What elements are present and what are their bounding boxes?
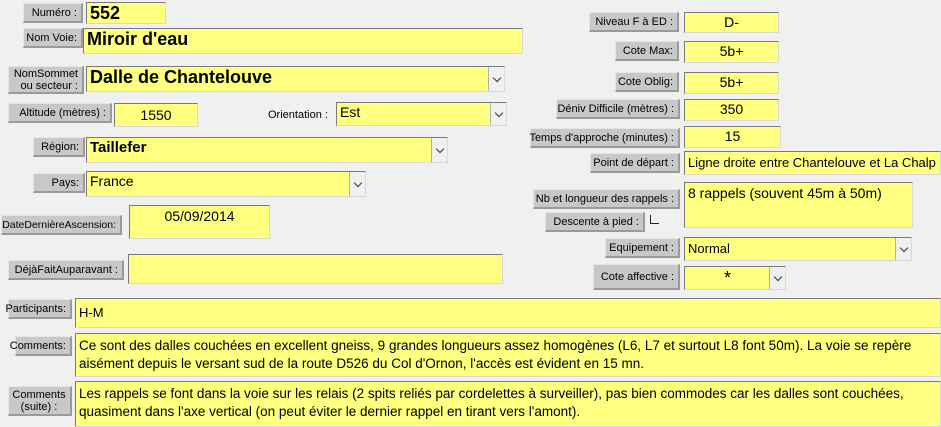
numero-field[interactable]: 552 bbox=[86, 2, 166, 24]
comments-suite-field[interactable]: Les rappels se font dans la voie sur les relais (2 spits reliés par cordelettes à surveiller), pas bien commodes car les dalles sont couchées, quasiment dans l'axe vertical (on peut éviter le dernier rappel en tirant vers l'amont). bbox=[75, 381, 941, 427]
deja-fait-field[interactable] bbox=[128, 254, 503, 284]
pays-value: France bbox=[90, 173, 134, 189]
deniv-field[interactable]: 350 bbox=[684, 99, 779, 121]
nom-sommet-value: Dalle de Chantelouve bbox=[90, 67, 273, 87]
nom-voie-field[interactable]: Miroir d'eau bbox=[83, 28, 523, 54]
orientation-value: Est bbox=[340, 104, 361, 120]
label-cote-oblig: Cote Oblig: bbox=[615, 72, 679, 92]
label-cote-max: Cote Max: bbox=[615, 41, 679, 61]
cote-max-field[interactable]: 5b+ bbox=[684, 41, 779, 63]
label-cote-affective: Cote affective : bbox=[593, 264, 680, 290]
equipement-combo[interactable] bbox=[684, 237, 912, 261]
comments-field[interactable]: Ce sont des dalles couchées en excellent gneiss, 9 grandes longueurs assez homogènes (L6, L7 et surtout L8 font 50m). La voie se repère aisément depuis le versant sud de la route D526 du Col d'Ornon, l'accès est évident en 15 mn. bbox=[75, 333, 941, 377]
altitude-field[interactable]: 1550 bbox=[114, 103, 198, 127]
label-nom-voie: Nom Voie: bbox=[23, 28, 83, 48]
label-deniv: Déniv Difficile (mètres) : bbox=[556, 99, 680, 119]
niveau-field[interactable]: D- bbox=[684, 12, 779, 33]
label-region: Région: bbox=[33, 137, 85, 157]
cote-affective-dropdown-icon[interactable] bbox=[769, 267, 785, 289]
descente-checkbox[interactable] bbox=[650, 215, 659, 224]
date-derniere-field[interactable]: 05/09/2014 bbox=[129, 205, 270, 239]
cote-oblig-field[interactable]: 5b+ bbox=[684, 72, 779, 94]
label-nom-sommet: NomSommet ou secteur : bbox=[8, 66, 84, 94]
temps-approche-field[interactable]: 15 bbox=[684, 126, 781, 148]
region-dropdown-icon[interactable] bbox=[431, 138, 447, 162]
rappels-field[interactable]: 8 rappels (souvent 45m à 50m) bbox=[684, 182, 913, 228]
label-numero: Numéro : bbox=[23, 3, 83, 23]
label-comments-suite: Comments (suite) : bbox=[8, 386, 72, 416]
pays-dropdown-icon[interactable] bbox=[349, 172, 365, 196]
label-pays: Pays: bbox=[33, 173, 85, 193]
orientation-combo[interactable] bbox=[336, 102, 507, 126]
label-orientation: Orientation : bbox=[268, 109, 328, 121]
cote-affective-combo[interactable] bbox=[684, 266, 786, 290]
orientation-dropdown-icon[interactable] bbox=[490, 103, 506, 125]
label-rappels: Nb et longueur des rappels : bbox=[533, 189, 680, 209]
nom-sommet-combo[interactable] bbox=[86, 66, 505, 92]
participants-field[interactable]: H-M bbox=[75, 298, 941, 328]
nom-sommet-dropdown-icon[interactable] bbox=[488, 67, 504, 91]
pays-combo[interactable] bbox=[86, 171, 366, 197]
point-depart-field[interactable]: Ligne droite entre Chantelouve et La Chalp bbox=[684, 151, 941, 175]
label-participants: Participants: bbox=[8, 299, 72, 319]
region-combo[interactable] bbox=[86, 137, 448, 163]
label-date-derniere: DateDernièreAscension: bbox=[1, 215, 122, 235]
equipement-dropdown-icon[interactable] bbox=[895, 238, 911, 260]
label-comments: Comments: bbox=[15, 336, 72, 356]
label-niveau: Niveau F à ED : bbox=[589, 12, 679, 32]
label-deja-fait: DéjàFaitAuparavant : bbox=[8, 260, 124, 280]
label-altitude: Altitude (mètres) : bbox=[8, 103, 112, 123]
equipement-value: Normal bbox=[688, 241, 730, 256]
label-point-depart: Point de départ : bbox=[590, 153, 680, 173]
label-temps-approche: Temps d'approche (minutes) : bbox=[530, 128, 680, 148]
cote-affective-value: * bbox=[723, 268, 731, 288]
region-value: Taillefer bbox=[90, 139, 147, 156]
label-descente: Descente à pied : bbox=[545, 212, 645, 232]
label-equipement: Equipement : bbox=[605, 238, 680, 258]
